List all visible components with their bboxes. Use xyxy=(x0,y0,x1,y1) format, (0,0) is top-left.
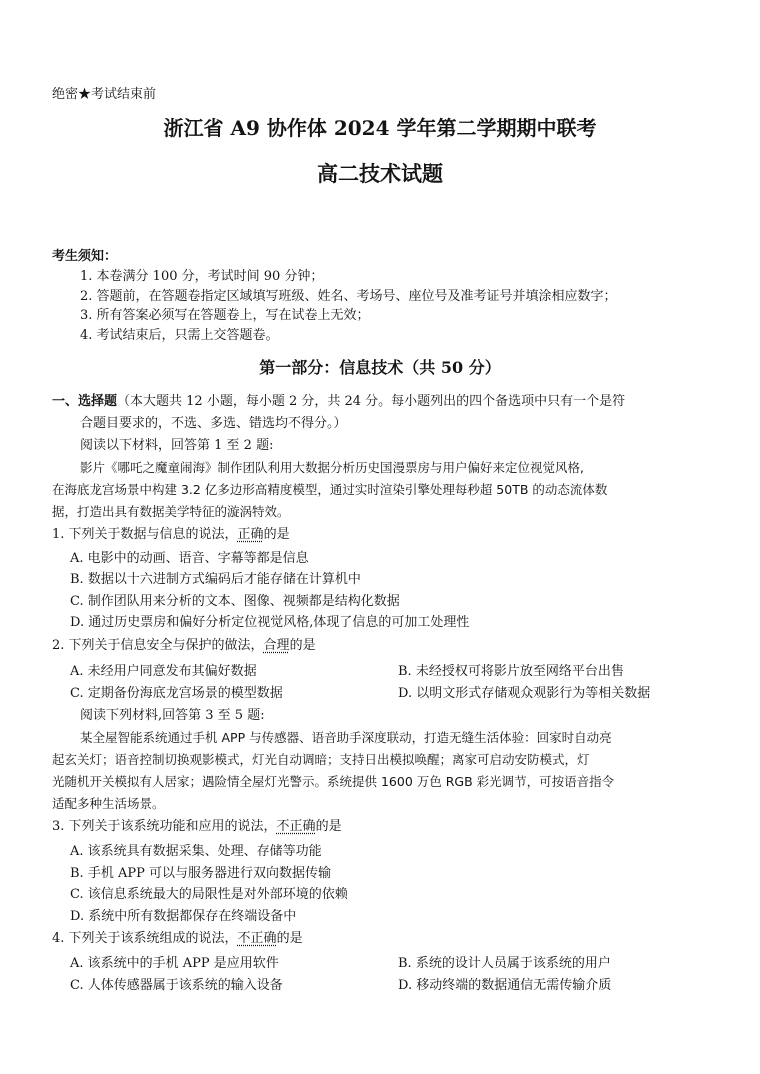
material-1-line-2: 在海底龙宫场景中构建 3.2 亿多边形高精度模型，通过实时渲染引擎处理每秒超 50TB 的动态流体数 xyxy=(52,482,608,497)
q1-option-a: A. 电影中的动画、语音、字幕等都是信息 xyxy=(70,551,309,566)
q1-option-b: B. 数据以十六进制方式编码后才能存储在计算机中 xyxy=(70,572,361,587)
question-1-stem xyxy=(52,526,290,544)
question-2-stem xyxy=(52,637,316,655)
material-1-line-1: 影片《哪吒之魔童闹海》制作团队利用大数据分析历史国漫票房与用户偏好来定位视觉风格, xyxy=(80,460,584,475)
q1-option-c: C. 制作团队用来分析的文本、图像、视频都是结构化数据 xyxy=(70,594,400,609)
q4-stem-suffix: 的是 xyxy=(276,931,303,946)
exam-subtitle: 高二技术试题 xyxy=(317,161,443,186)
q4-option-b: B. 系统的设计人员属于该系统的用户 xyxy=(398,956,611,971)
notice-item-4: 4. 考试结束后，只需上交答题卷。 xyxy=(80,328,279,343)
q3-stem-prefix: 3. 下列关于该系统功能和应用的说法， xyxy=(52,819,277,834)
material-2-line-3: 光随机开关模拟有人居家；遇险情全屋灯光警示。系统提供 1600 万色 RGB 彩光调节，可按语音指令 xyxy=(52,774,615,789)
q4-stem-prefix: 4. 下列关于该系统组成的说法， xyxy=(52,931,238,946)
notice-item-2: 2. 答题前，在答题卷指定区域填写班级、姓名、考场号、座位号及准考证号并填涂相应数字； xyxy=(80,289,617,304)
q4-option-d: D. 移动终端的数据通信无需传输介质 xyxy=(398,978,612,993)
part-description-2: 合题目要求的，不选、多选、错选均不得分。） xyxy=(80,416,347,431)
part-label: 一、选择题 xyxy=(52,394,118,409)
q3-stem-suffix: 的是 xyxy=(315,819,342,834)
q1-stem-key: 正确 xyxy=(237,527,264,542)
reading-prompt-2: 阅读下列材料,回答第 3 至 5 题: xyxy=(80,708,265,723)
q2-stem-suffix: 的是 xyxy=(289,638,316,653)
q1-option-d: D. 通过历史票房和偏好分析定位视觉风格,体现了信息的可加工处理性 xyxy=(70,615,470,630)
q4-option-c: C. 人体传感器属于该系统的输入设备 xyxy=(70,978,283,993)
material-2-line-1: 某全屋智能系统通过手机 APP 与传感器、语音助手深度联动，打造无缝生活体验：回家时自动亮 xyxy=(80,730,612,745)
q3-option-c: C. 该信息系统最大的局限性是对外部环境的依赖 xyxy=(70,887,348,902)
question-3-stem xyxy=(52,818,342,836)
q4-option-a: A. 该系统中的手机 APP 是应用软件 xyxy=(70,956,279,971)
reading-prompt-1: 阅读以下材料，回答第 1 至 2 题: xyxy=(80,438,274,453)
notice-item-3: 3. 所有答案必须写在答题卷上，写在试卷上无效； xyxy=(80,308,370,323)
confidential-label: 绝密★考试结束前 xyxy=(52,87,157,102)
material-2-line-2: 起玄关灯；语音控制切换观影模式，灯光自动调暗；支持日出模拟唤醒；离家可启动安防模式，灯 xyxy=(52,752,590,767)
q2-option-a: A. 未经用户同意发布其偏好数据 xyxy=(70,664,257,679)
q3-option-a: A. 该系统具有数据采集、处理、存储等功能 xyxy=(70,844,322,859)
part-intro-line-1 xyxy=(52,393,625,411)
notice-heading: 考生须知： xyxy=(52,249,118,264)
notice-item-1: 1. 本卷满分 100 分，考试时间 90 分钟； xyxy=(80,269,324,284)
q3-option-d: D. 系统中所有数据都保存在终端设备中 xyxy=(70,909,297,924)
q2-stem-key: 合理 xyxy=(263,638,290,653)
q3-option-b: B. 手机 APP 可以与服务器进行双向数据传输 xyxy=(70,866,331,881)
q2-option-b: B. 未经授权可将影片放至网络平台出售 xyxy=(398,664,624,679)
material-1-line-3: 据，打造出具有数据美学特征的漩涡特效。 xyxy=(52,504,290,519)
part-description: （本大题共 12 小题，每小题 2 分，共 24 分。每小题列出的四个备选项中只有一个是符 xyxy=(117,394,626,409)
q4-stem-key: 不正确 xyxy=(237,931,277,946)
q1-stem-prefix: 1. 下列关于数据与信息的说法， xyxy=(52,527,238,542)
q2-stem-prefix: 2. 下列关于信息安全与保护的做法， xyxy=(52,638,264,653)
q2-option-c: C. 定期备份海底龙宫场景的模型数据 xyxy=(70,686,283,701)
q1-stem-suffix: 的是 xyxy=(263,527,290,542)
q3-stem-key: 不正确 xyxy=(276,819,316,834)
section-title: 第一部分：信息技术（共 50 分） xyxy=(259,358,501,377)
exam-title: 浙江省 A9 协作体 2024 学年第二学期期中联考 xyxy=(163,116,597,140)
material-2-line-4: 适配多种生活场景。 xyxy=(52,796,165,811)
question-4-stem xyxy=(52,930,303,948)
q2-option-d: D. 以明文形式存储观众观影行为等相关数据 xyxy=(398,686,651,701)
